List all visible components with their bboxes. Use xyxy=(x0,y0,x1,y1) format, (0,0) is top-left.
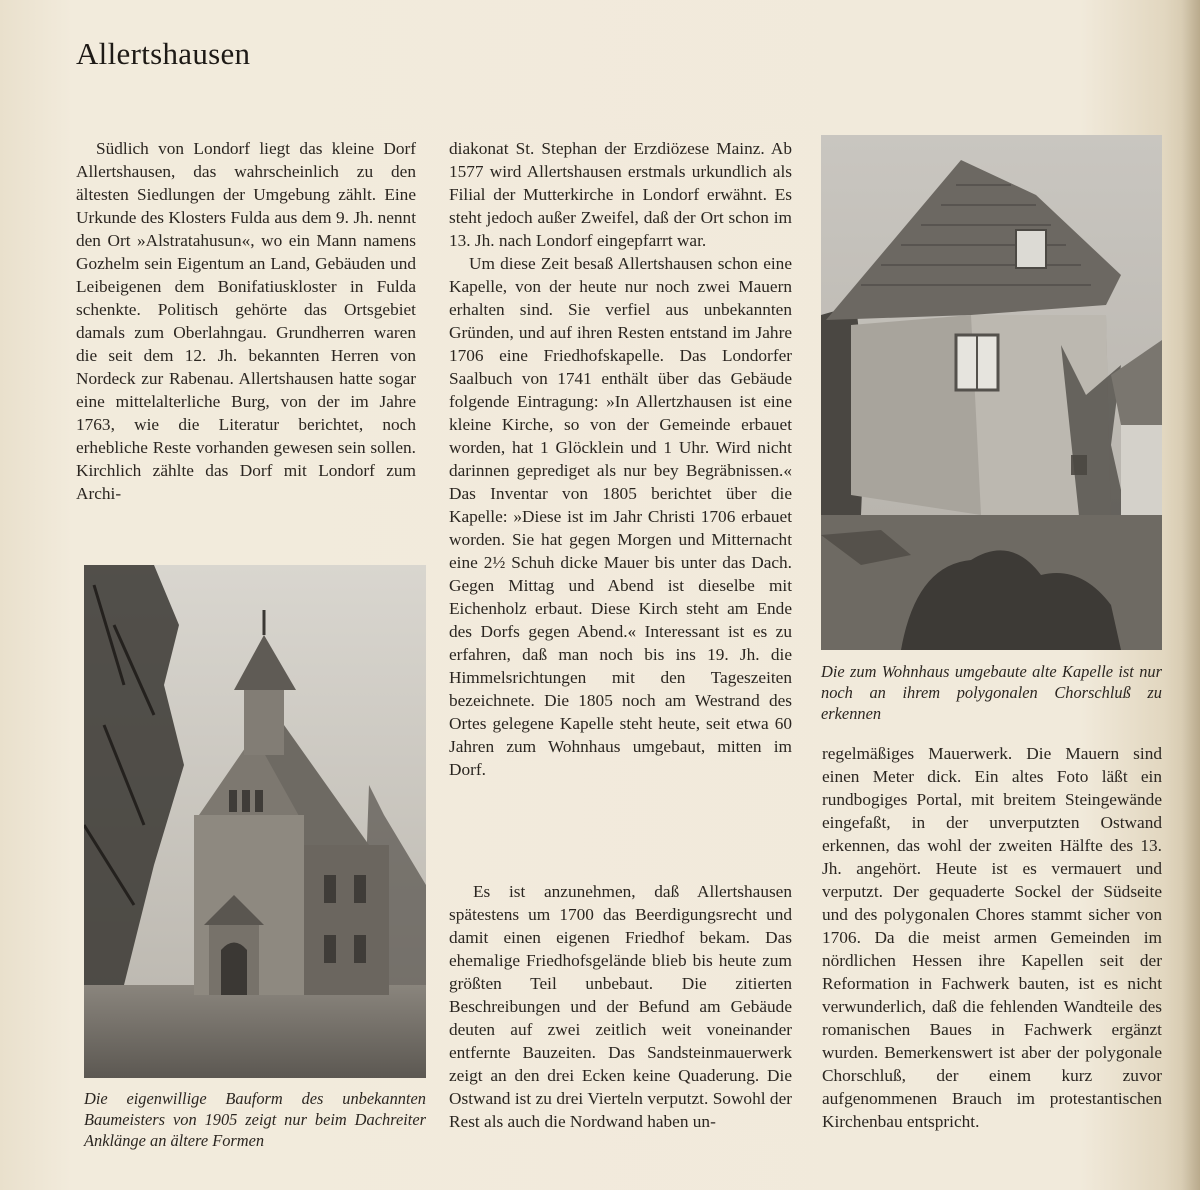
church-photo-image xyxy=(84,565,426,1078)
text-column-2-lower xyxy=(449,880,792,1133)
paragraph: Südlich von Londorf liegt das kleine Dorf Allertshausen, das wahrscheinlich zu den ältesten Siedlungen der Umgebung zählt. Eine Urkunde des Klosters Fulda aus dem 9. Jh. nennt den Ort »Alstratahusun«, wo ein Mann namens Gozhelm sein Eigentum an Land, Gebäuden und Leibeigenen dem Bonifatiuskloster in Fulda schenkte. Politisch gehörte das Ortsgebiet damals zum Oberlahngau. Grundherren waren die seit dem 12. Jh. bekannten Herren von Nordeck zur Rabenau. Allertshausen hatte sogar eine mittelalterliche Burg, von der im Jahre 1763, wie die Literatur berichtet, noch erhebliche Reste vorhanden gewesen sein sollen. Kirchlich zählte das Dorf mit Londorf zum Archi- xyxy=(76,139,416,503)
paragraph: Es ist anzunehmen, daß Allertshausen spätestens um 1700 das Beerdigungsrecht und damit einen eigenen Friedhof bekam. Das ehemalige Friedhofsgelände blieb bis heute zum größten Teil unbebaut. Die zitierten Beschreibungen und der Befund am Gebäude deuten auf zwei zeitlich weit voneinander entfernte Bauzeiten. Das Sandsteinmauerwerk zeigt an den drei Ecken keine Quaderung. Die Ostwand ist zu drei Vierteln verputzt. Sowohl der Rest als auch die Nordwand haben un- xyxy=(449,882,792,1131)
house-photo xyxy=(821,135,1162,650)
house-photo-image xyxy=(821,135,1162,650)
paragraph: diakonat St. Stephan der Erzdiözese Mainz. Ab 1577 wird Allertshausen erstmals urkundlich als Filial der Mutterkirche in Londorf erwähnt. Es steht jedoch außer Zweifel, daß der Ort schon im 13. Jh. nach Londorf eingepfarrt war. xyxy=(449,139,792,250)
text-column-1 xyxy=(76,137,416,505)
paragraph: regelmäßiges Mauerwerk. Die Mauern sind einen Meter dick. Ein altes Foto läßt ein rundbogiges Portal, mit breitem Steingewände eingefaßt, in der unverputzten Ostwand erkennen, das wohl der zweiten Hälfte des 13. Jh. angehört. Heute ist es vermauert und verputzt. Der gequaderte Sockel der Südseite und des polygonalen Chores stammt sicher von 1706. Da die meist armen Gemeinden im nördlichen Hessen ihre Kapellen seit der Reformation in Fachwerk bauten, ist es nicht verwunderlich, daß die fehlenden Wandteile des romanischen Baues in Fachwerk ergänzt wurden. Bemerkenswert ist aber der polygonale Chorschluß, der einem kurz zuvor aufgenommenen Brauch im protestantischen Kirchenbau entspricht. xyxy=(822,744,1162,1131)
book-spine-shadow xyxy=(1182,0,1200,1190)
text-column-2 xyxy=(449,137,792,781)
page-title: Allertshausen xyxy=(76,36,251,71)
church-photo xyxy=(84,565,426,1078)
text-column-3 xyxy=(822,742,1162,1133)
house-photo-caption: Die zum Wohnhaus umgebaute alte Kapelle ist nur noch an ihrem polygonalen Chorschluß zu erkennen xyxy=(821,662,1162,723)
church-photo-caption: Die eigenwillige Bauform des unbekannten Baumeisters von 1905 zeigt nur beim Dachreiter Anklänge an ältere Formen xyxy=(84,1089,426,1150)
paragraph: Um diese Zeit besaß Allertshausen schon eine Kapelle, von der heute nur noch zwei Mauern erhalten sind. Sie verfiel aus unbekannten Gründen, und auf ihren Resten entstand im Jahre 1706 eine Friedhofskapelle. Das Londorfer Saalbuch von 1741 enthält über das Gebäude folgende Eintragung: »In Allertzhausen ist eine kleine Kirche, so von der Gemeinde erbauet worden, hat 1 Glöcklein und 1 Uhr. Wird nicht darinnen geprediget als nur bey Begräbnissen.« Das Inventar von 1805 berichtet über die Kapelle: »Diese ist im Jahr Christi 1706 erbauet worden. Sie hat gegen Morgen und Mitternacht eine 2½ Schuh dicke Mauer bis unter das Dach. Gegen Mittag und Abend ist dieselbe mit Eichenholz erbaut. Diese Kirch steht am Ende des Dorfs gegen Abend.« Interessant ist es zu erfahren, daß man noch bis ins 19. Jh. die Himmelsrichtungen mit den Tageszeiten bezeichnete. Die 1805 noch am Westrand des Ortes gelegene Kapelle steht heute, seit etwa 60 Jahren zum Wohnhaus umgebaut, mitten im Dorf. xyxy=(449,254,792,779)
